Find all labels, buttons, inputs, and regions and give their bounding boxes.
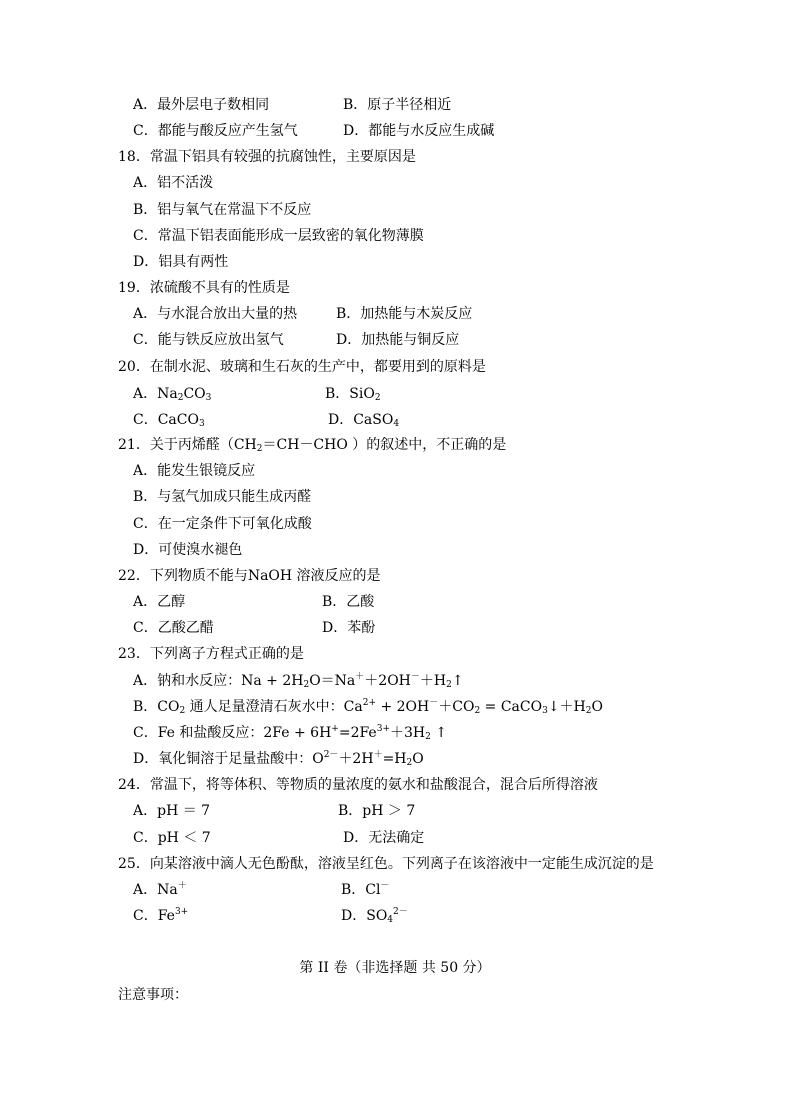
q23-stem: 23．下列离子方程式正确的是 <box>118 646 304 662</box>
q20-option-a: A．$Na_2CO_3$ <box>133 386 212 403</box>
q17-option-c: C．都能与酸反应产生氢气 <box>133 123 298 139</box>
q20-option-b: B．SiO$_2$ <box>325 386 381 403</box>
q23-option-b: B．$CO_2$ 通人足量澄清石灰水中：$Ca^{2+} + 2OH^-+CO_2$ = $CaCO_3↓+H_2O$ <box>133 698 603 716</box>
q22-option-b: B．乙酸 <box>322 594 375 610</box>
q17-option-b: B．原子半径相近 <box>343 97 452 113</box>
q20-option-d: D．CaSO$_4$ <box>328 412 400 429</box>
q22-stem: 22．下列物质不能与NaOH 溶液反应的是 <box>118 568 381 584</box>
q22-option-c: C．乙酸乙醋 <box>133 620 214 636</box>
q23-option-a: A．钠和水反应：$Na + 2H_2O=Na^++2OH^-+H_2↑$ <box>133 672 464 690</box>
q22-option-a: A．乙醇 <box>133 594 186 610</box>
q19-option-d: D．加热能与铜反应 <box>336 332 460 348</box>
q24-option-c: C．pH ＜ 7 <box>133 830 211 846</box>
q17-option-a: A．最外层电子数相同 <box>133 97 270 113</box>
q25-option-a: A．Na＋ <box>133 881 187 898</box>
q25-stem: 25．向某溶液中滴人无色酚酞，溶液呈红色。下列离子在该溶液中一定能生成沉淀的是 <box>118 856 654 872</box>
q25-option-c: C．$Fe^{3+}$ <box>133 907 189 924</box>
q23-option-c: C．Fe 和盐酸反应：$2Fe + 6H^+=2Fe^{3+}+3H_2$ ↑ <box>133 724 448 742</box>
q19-option-b: B．加热能与木炭反应 <box>336 306 473 322</box>
q18-option-c: C．常温下铝表面能形成一层致密的氧化物薄膜 <box>133 228 424 244</box>
q19-option-c: C．能与铁反应放出氢气 <box>133 332 284 348</box>
q18-option-d: D．铝具有两性 <box>133 254 229 270</box>
q21-option-a: A．能发生银镜反应 <box>133 463 256 479</box>
q21-stem: 21．关于丙烯醛（$CH_2=CH-CHO$ ）的叙述中，不正确的是 <box>118 437 507 454</box>
q17-option-d: D．都能与水反应生成碱 <box>343 123 495 139</box>
q20-option-c: C．CaCO$_3$ <box>133 412 205 429</box>
notes-heading: 注意事项： <box>118 987 188 1003</box>
q18-option-a: A．铝不活泼 <box>133 175 214 191</box>
q19-stem: 19．浓硫酸不具有的性质是 <box>118 280 290 296</box>
q19-option-a: A．与水混合放出大量的热 <box>133 306 298 322</box>
q22-option-d: D．苯酚 <box>322 620 376 636</box>
q20-stem: 20．在制水泥、玻璃和生石灰的生产中，都要用到的原料是 <box>118 359 486 375</box>
q24-option-b: B．pH ＞ 7 <box>338 803 416 819</box>
q18-stem: 18．常温下铝具有较强的抗腐蚀性，主要原因是 <box>118 149 416 165</box>
q21-option-d: D．可使溴水褪色 <box>133 542 243 558</box>
q21-option-c: C．在一定条件下可氧化成酸 <box>133 516 312 532</box>
section-title: 第 II 卷（非选择题 共 50 分） <box>299 960 491 976</box>
q25-option-b: B．Cl－ <box>341 881 390 898</box>
q24-option-d: D．无法确定 <box>343 830 425 846</box>
q21-option-b: B．与氢气加成只能生成丙醛 <box>133 489 312 505</box>
q18-option-b: B．铝与氧气在常温下不反应 <box>133 202 312 218</box>
q24-stem: 24．常温下，将等体积、等物质的量浓度的氨水和盐酸混合，混合后所得溶液 <box>118 777 598 793</box>
q23-option-d: D．氧化铜溶于足量盐酸中：$O^{2-}+2H^+=H_2O$ <box>133 750 424 768</box>
q25-option-d: D．$SO_4^{2-}$ <box>341 907 408 925</box>
q24-option-a: A．pH ＝ 7 <box>133 803 211 819</box>
